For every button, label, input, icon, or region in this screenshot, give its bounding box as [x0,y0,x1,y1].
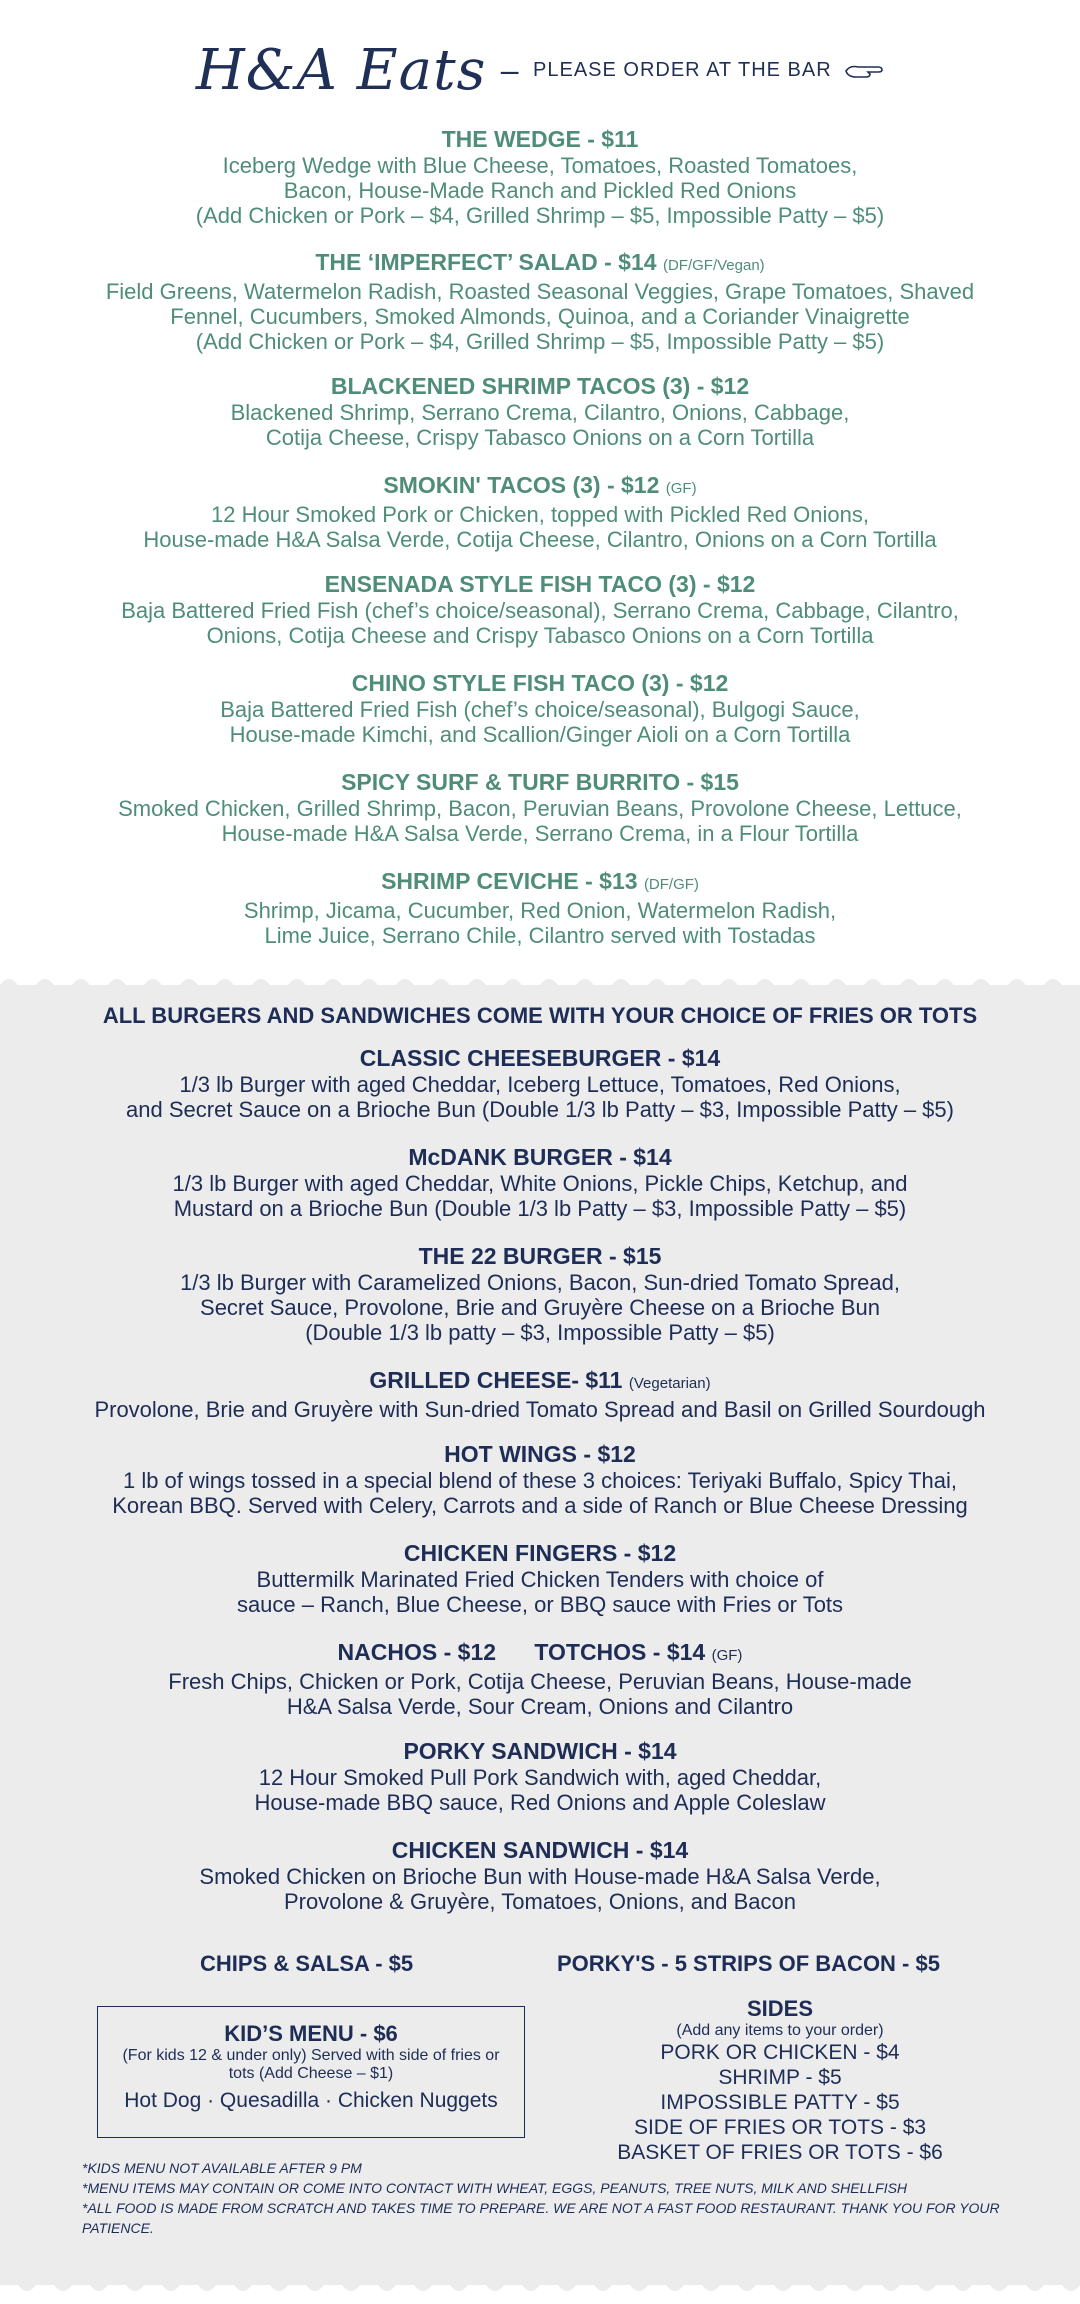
item-desc-line: Iceberg Wedge with Blue Cheese, Tomatoes, Roasted Tomatoes, [222,153,858,178]
item-tag: (DF/GF) [643,876,699,893]
item-desc-line: (Add Chicken or Pork – $4, Grilled Shrimp – $5, Impossible Patty – $5) [195,203,885,228]
item-desc-line: Provolone, Brie and Gruyère with Sun-dried Tomato Spread and Basil on Grilled Sourdough [94,1397,986,1422]
item-desc-line: Mustard on a Brioche Bun (Double 1/3 lb Patty – $3, Impossible Patty – $5) [173,1196,907,1221]
item-desc-line: Baja Battered Fried Fish (chef’s choice/seasonal), Bulgogi Sauce, [220,697,860,722]
wave-divider [0,965,1080,995]
sides-section [560,1996,1000,2165]
menu-item-mcdank-burger [0,1144,1080,1221]
item-tag: (GF) [711,1647,743,1664]
menu-item-hot-wings [0,1441,1080,1518]
item-desc-line: H&A Salsa Verde, Sour Cream, Onions and Cilantro [286,1694,794,1719]
item-title: SPICY SURF & TURF BURRITO - $15 [341,769,739,795]
item-tag: (GF) [665,480,697,497]
item-desc-line: 1/3 lb Burger with Caramelized Onions, Bacon, Sun-dried Tomato Spread, [180,1270,900,1295]
item-desc-line: 12 Hour Smoked Pork or Chicken, topped with Pickled Red Onions, [211,502,869,527]
item-desc-line: Field Greens, Watermelon Radish, Roasted Seasonal Veggies, Grape Tomatoes, Shaved [105,279,975,304]
kids-menu-title: KID’S MENU - $6 [224,2021,398,2046]
item-desc-line: 12 Hour Smoked Pull Pork Sandwich with, aged Cheddar, [258,1765,822,1790]
chips-salsa: CHIPS & SALSA - $5 [200,1951,414,1976]
item-desc-line: House-made H&A Salsa Verde, Serrano Crema, in a Flour Tortilla [221,821,859,846]
item-title: CLASSIC CHEESEBURGER - $14 [359,1045,721,1071]
porkys-bacon: PORKY'S - 5 STRIPS OF BACON - $5 [557,1951,940,1976]
menu-item-porky-sandwich [0,1738,1080,1815]
item-title: McDANK BURGER - $14 [408,1144,672,1170]
item-title: THE ‘IMPERFECT’ SALAD - $14 [315,249,657,275]
item-desc-line: 1/3 lb Burger with aged Cheddar, Iceberg Lettuce, Tomatoes, Red Onions, [179,1072,901,1097]
menu-header [0,38,1080,103]
item-title: HOT WINGS - $12 [444,1441,636,1467]
item-title: NACHOS - $12 TOTCHOS - $14 [337,1639,706,1665]
side-item: BASKET OF FRIES OR TOTS - $6 [617,2141,943,2164]
item-desc-line: Blackened Shrimp, Serrano Crema, Cilantro, Onions, Cabbage, [230,400,850,425]
order-note: PLEASE ORDER AT THE BAR [533,59,832,81]
burger-fries-note: ALL BURGERS AND SANDWICHES COME WITH YOUR CHOICE OF FRIES OR TOTS [102,1003,978,1028]
item-title: SHRIMP CEVICHE - $13 [381,868,638,894]
item-desc-line: Lime Juice, Serrano Chile, Cilantro served with Tostadas [264,923,816,948]
side-item: SHRIMP - $5 [718,2066,842,2089]
item-title: SMOKIN' TACOS (3) - $12 [383,472,660,498]
side-item: PORK OR CHICKEN - $4 [660,2041,900,2064]
item-title: GRILLED CHEESE- $11 [369,1367,623,1393]
item-title: BLACKENED SHRIMP TACOS (3) - $12 [330,373,750,399]
menu-item-classic-cheeseburger [0,1045,1080,1122]
item-desc-line: Provolone & Gruyère, Tomatoes, Onions, and Bacon [284,1889,796,1914]
item-desc-line: Bacon, House-Made Ranch and Pickled Red Onions [283,178,797,203]
footnote: *KIDS MENU NOT AVAILABLE AFTER 9 PM [82,2160,362,2176]
sides-title: SIDES [746,1996,814,2021]
item-desc-line: Baja Battered Fried Fish (chef’s choice/seasonal), Serrano Crema, Cabbage, Cilantro, [121,598,959,623]
menu-item-chicken-sandwich [0,1837,1080,1914]
menu-item-nachos-totchos [0,1639,1080,1719]
footnote: *ALL FOOD IS MADE FROM SCRATCH AND TAKES TIME TO PREPARE. WE ARE NOT A FAST FOOD RESTAURANT. THANK YOU FOR YOUR PATIENCE. [82,2200,1000,2236]
item-desc-line: Cotija Cheese, Crispy Tabasco Onions on a Corn Tortilla [265,425,815,450]
item-desc-line: 1 lb of wings tossed in a special blend of these 3 choices: Teriyaki Buffalo, Spicy Thai, [122,1468,958,1493]
menu-item-chicken-fingers [0,1540,1080,1617]
pointing-hand-icon [844,61,884,81]
header-dash: – [500,52,519,88]
footnote: *MENU ITEMS MAY CONTAIN OR COME INTO CONTACT WITH WHEAT, EGGS, PEANUTS, TREE NUTS, MILK AND SHELLFISH [82,2180,908,2196]
item-title: THE WEDGE - $11 [441,126,639,152]
item-desc-line: (Double 1/3 lb patty – $3, Impossible Patty – $5) [305,1320,775,1345]
item-desc-line: Fresh Chips, Chicken or Pork, Cotija Cheese, Peruvian Beans, House-made [168,1669,912,1694]
menu-item-grilled-cheese [0,1367,1080,1422]
kids-menu-items: Hot Dog · Quesadilla · Chicken Nuggets [124,2089,498,2112]
item-tag: (Vegetarian) [628,1375,711,1392]
side-item: IMPOSSIBLE PATTY - $5 [660,2091,900,2114]
item-desc-line: House-made Kimchi, and Scallion/Ginger Aioli on a Corn Tortilla [229,722,851,747]
menu-item-22-burger [0,1243,1080,1345]
sides-note: (Add any items to your order) [676,2022,884,2039]
item-desc-line: and Secret Sauce on a Brioche Bun (Double 1/3 lb Patty – $3, Impossible Patty – $5) [126,1097,954,1122]
bottom-wave [0,2275,1080,2304]
item-tag: (DF/GF/Vegan) [662,257,765,274]
item-title: ENSENADA STYLE FISH TACO (3) - $12 [324,571,756,597]
item-desc-line: House-made BBQ sauce, Red Onions and Apple Coleslaw [254,1790,826,1815]
item-title: CHICKEN FINGERS - $12 [403,1540,677,1566]
item-desc-line: (Add Chicken or Pork – $4, Grilled Shrimp – $5, Impossible Patty – $5) [195,329,885,354]
item-desc-line: 1/3 lb Burger with aged Cheddar, White Onions, Pickle Chips, Ketchup, and [172,1171,908,1196]
item-title: CHINO STYLE FISH TACO (3) - $12 [351,670,729,696]
item-desc-line: Fennel, Cucumbers, Smoked Almonds, Quinoa, and a Coriander Vinaigrette [170,304,910,329]
item-desc-line: Shrimp, Jicama, Cucumber, Red Onion, Watermelon Radish, [243,898,837,923]
item-desc-line: Onions, Cotija Cheese and Crispy Tabasco Onions on a Corn Tortilla [206,623,874,648]
kids-menu-box [97,2006,525,2138]
brand-logo: H&A Eats [195,38,487,103]
menu-item-shrimp-ceviche [0,868,1080,948]
item-desc-line: Korean BBQ. Served with Celery, Carrots and a side of Ranch or Blue Cheese Dressing [112,1493,968,1518]
menu-item-ensenada-fish-taco [0,571,1080,648]
item-title: PORKY SANDWICH - $14 [403,1738,677,1764]
footnotes [82,2158,1002,2238]
kids-menu-note: (For kids 12 & under only) Served with side of fries or tots (Add Cheese – $1) [122,2047,500,2082]
menu-item-blackened-shrimp-tacos [0,373,1080,450]
side-item: SIDE OF FRIES OR TOTS - $3 [633,2116,927,2139]
item-desc-line: Smoked Chicken, Grilled Shrimp, Bacon, Peruvian Beans, Provolone Cheese, Lettuce, [118,796,962,821]
menu-item-surf-turf-burrito [0,769,1080,846]
item-desc-line: Buttermilk Marinated Fried Chicken Tenders with choice of [256,1567,824,1592]
menu-item-chino-fish-taco [0,670,1080,747]
menu-item-imperfect-salad [0,249,1080,354]
item-desc-line: Smoked Chicken on Brioche Bun with House-made H&A Salsa Verde, [199,1864,881,1889]
item-desc-line: House-made H&A Salsa Verde, Cotija Cheese, Cilantro, Onions on a Corn Tortilla [143,527,937,552]
item-desc-line: Secret Sauce, Provolone, Brie and Gruyère Cheese on a Brioche Bun [200,1295,880,1320]
item-title: CHICKEN SANDWICH - $14 [391,1837,689,1863]
item-desc-line: sauce – Ranch, Blue Cheese, or BBQ sauce with Fries or Tots [236,1592,844,1617]
item-title: THE 22 BURGER - $15 [418,1243,662,1269]
menu-item-smokin-tacos [0,472,1080,552]
menu-item-wedge [0,126,1080,228]
